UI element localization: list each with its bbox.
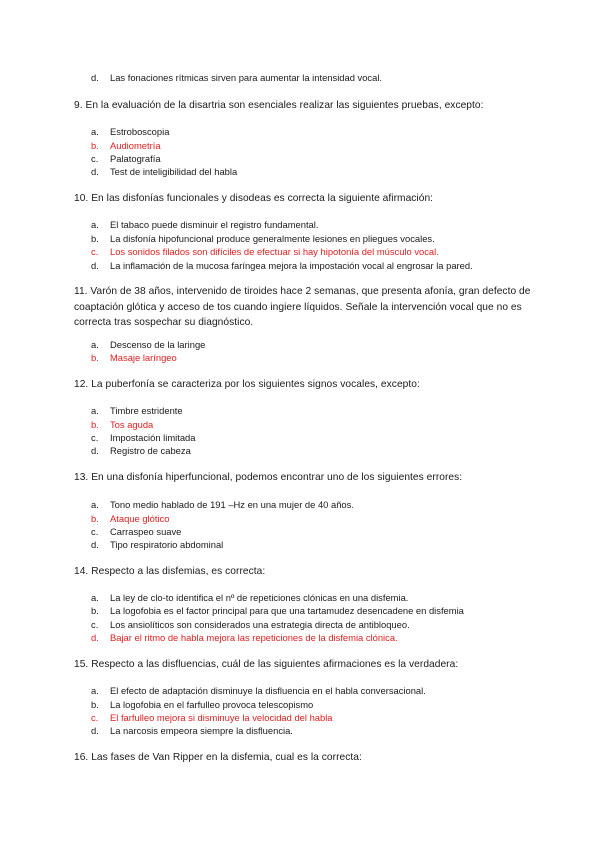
- question-9: 9. En la evaluación de la disartria son esenciales realizar las siguientes pruebas, excepto:: [74, 100, 484, 111]
- option-15-a: [91, 684, 426, 697]
- option-text: La narcosis empeora siempre la disfluencia.: [110, 725, 293, 736]
- option-letter: a.: [91, 405, 99, 416]
- option-letter: a.: [91, 126, 99, 137]
- option-12-d: [91, 444, 191, 457]
- option-13-c: [91, 525, 181, 538]
- option-letter: c.: [91, 526, 99, 537]
- option-text: Descenso de la laringe: [110, 339, 206, 350]
- option-text: Registro de cabeza: [110, 445, 191, 456]
- option-text: Bajar el ritmo de habla mejora las repeticiones de la disfemia clónica.: [110, 632, 398, 643]
- option-text: Impostación limitada: [110, 432, 196, 443]
- question-12: 12. La puberfonía se caracteriza por los siguientes signos vocales, excepto:: [74, 379, 420, 390]
- option-text: El farfulleo mejora si disminuye la velocidad del habla: [110, 712, 333, 723]
- question-16: 16. Las fases de Van Ripper en la disfemia, cual es la correcta:: [74, 752, 362, 763]
- option-10-a: [91, 218, 318, 231]
- option-13-d: [91, 538, 223, 551]
- option-9-d: [91, 165, 237, 178]
- option-12-a: [91, 404, 183, 417]
- option-13-a: [91, 498, 354, 511]
- option-10-d: [91, 259, 473, 272]
- option-letter: d.: [91, 166, 99, 177]
- option-14-b: [91, 604, 464, 617]
- option-letter: d.: [91, 725, 99, 736]
- option-text: Tipo respiratorio abdominal: [110, 539, 224, 550]
- option-letter: b.: [91, 233, 99, 244]
- option-letter: b.: [91, 352, 99, 363]
- option-12-b-correct: [91, 418, 153, 431]
- option-text: La disfonía hipofuncional produce generalmente lesiones en pliegues vocales.: [110, 233, 435, 244]
- option-14-c: [91, 618, 410, 631]
- option-14-a: [91, 591, 408, 604]
- option-letter: a.: [91, 499, 99, 510]
- option-text: Masaje laríngeo: [110, 352, 177, 363]
- option-letter: a.: [91, 219, 99, 230]
- option-text: La logofobia es el factor principal para que una tartamudez desencadene en disfemia: [110, 605, 464, 616]
- option-11-a: [91, 338, 205, 351]
- option-13-b-correct: [91, 512, 169, 525]
- option-text: Audiometría: [110, 140, 161, 151]
- option-letter: b.: [91, 419, 99, 430]
- question-13: 13. En una disfonía hiperfuncional, podemos encontrar uno de los siguientes errores:: [74, 472, 463, 483]
- option-12-c: [91, 431, 195, 444]
- option-letter: d.: [91, 539, 99, 550]
- option-letter: b.: [91, 605, 99, 616]
- option-letter: b.: [91, 140, 99, 151]
- option-9-b-correct: [91, 139, 161, 152]
- question-14: 14. Respecto a las disfemias, es correcta:: [74, 566, 266, 577]
- option-text: Las fonaciones rítmicas sirven para aumentar la intensidad vocal.: [110, 72, 383, 83]
- option-10-c-correct: [91, 245, 439, 258]
- option-text: Estroboscopia: [110, 126, 170, 137]
- option-text: El efecto de adaptación disminuye la disfluencia en el habla conversacional.: [110, 685, 426, 696]
- option-9-a: [91, 125, 169, 138]
- option-letter: b.: [91, 699, 99, 710]
- option-14-d-correct: [91, 631, 398, 644]
- option-letter: c.: [91, 712, 99, 723]
- option-letter: d.: [91, 72, 99, 83]
- option-15-c-correct: [91, 711, 333, 724]
- option-11-b-correct: [91, 351, 177, 364]
- option-text: Los sonidos filados son difíciles de efectuar si hay hipotonía del músculo vocal.: [110, 246, 439, 257]
- option-text: Tono medio hablado de 191 –Hz en una mujer de 40 años.: [110, 499, 354, 510]
- option-text: Los ansiolíticos son considerados una estrategia directa de antibloqueo.: [110, 619, 410, 630]
- option-10-b: [91, 232, 435, 245]
- option-text: La inflamación de la mucosa faríngea mejora la impostación vocal al engrosar la pared.: [110, 260, 473, 271]
- option-text: Ataque glótico: [110, 513, 170, 524]
- option-letter: d.: [91, 260, 99, 271]
- option-letter: c.: [91, 153, 99, 164]
- question-11: 11. Varón de 38 años, intervenido de tiroides hace 2 semanas, que presenta afonía, gran defecto de coaptación glótica y acceso de tos cuando ingiere líquidos. Señale la intervención vocal que no es correcta tras sospechar su diagnóstico.: [74, 286, 531, 328]
- option-text: Tos aguda: [110, 419, 154, 430]
- option-letter: c.: [91, 619, 99, 630]
- option-letter: c.: [91, 246, 99, 257]
- question-10: 10. En las disfonías funcionales y disodeas es correcta la siguiente afirmación:: [74, 193, 434, 204]
- option-letter: a.: [91, 592, 99, 603]
- option-15-b: [91, 698, 313, 711]
- option-9-c: [91, 152, 161, 165]
- option-text: Carraspeo suave: [110, 526, 182, 537]
- option-letter: a.: [91, 339, 99, 350]
- option-text: Timbre estridente: [110, 405, 183, 416]
- option-text: Palatografía: [110, 153, 161, 164]
- option-8-d: [91, 71, 382, 84]
- option-letter: a.: [91, 685, 99, 696]
- option-letter: c.: [91, 432, 99, 443]
- option-text: El tabaco puede disminuir el registro fundamental.: [110, 219, 319, 230]
- option-letter: b.: [91, 513, 99, 524]
- option-15-d: [91, 724, 293, 737]
- option-letter: d.: [91, 445, 99, 456]
- question-15: 15. Respecto a las disfluencias, cuál de las siguientes afirmaciones es la verdadera:: [74, 659, 459, 670]
- option-letter: d.: [91, 632, 99, 643]
- option-text: La logofobia en el farfulleo provoca telescopismo: [110, 699, 314, 710]
- option-text: Test de inteligibilidad del habla: [110, 166, 238, 177]
- option-text: La ley de clo-to identifica el nº de repeticiones clónicas en una disfemia.: [110, 592, 409, 603]
